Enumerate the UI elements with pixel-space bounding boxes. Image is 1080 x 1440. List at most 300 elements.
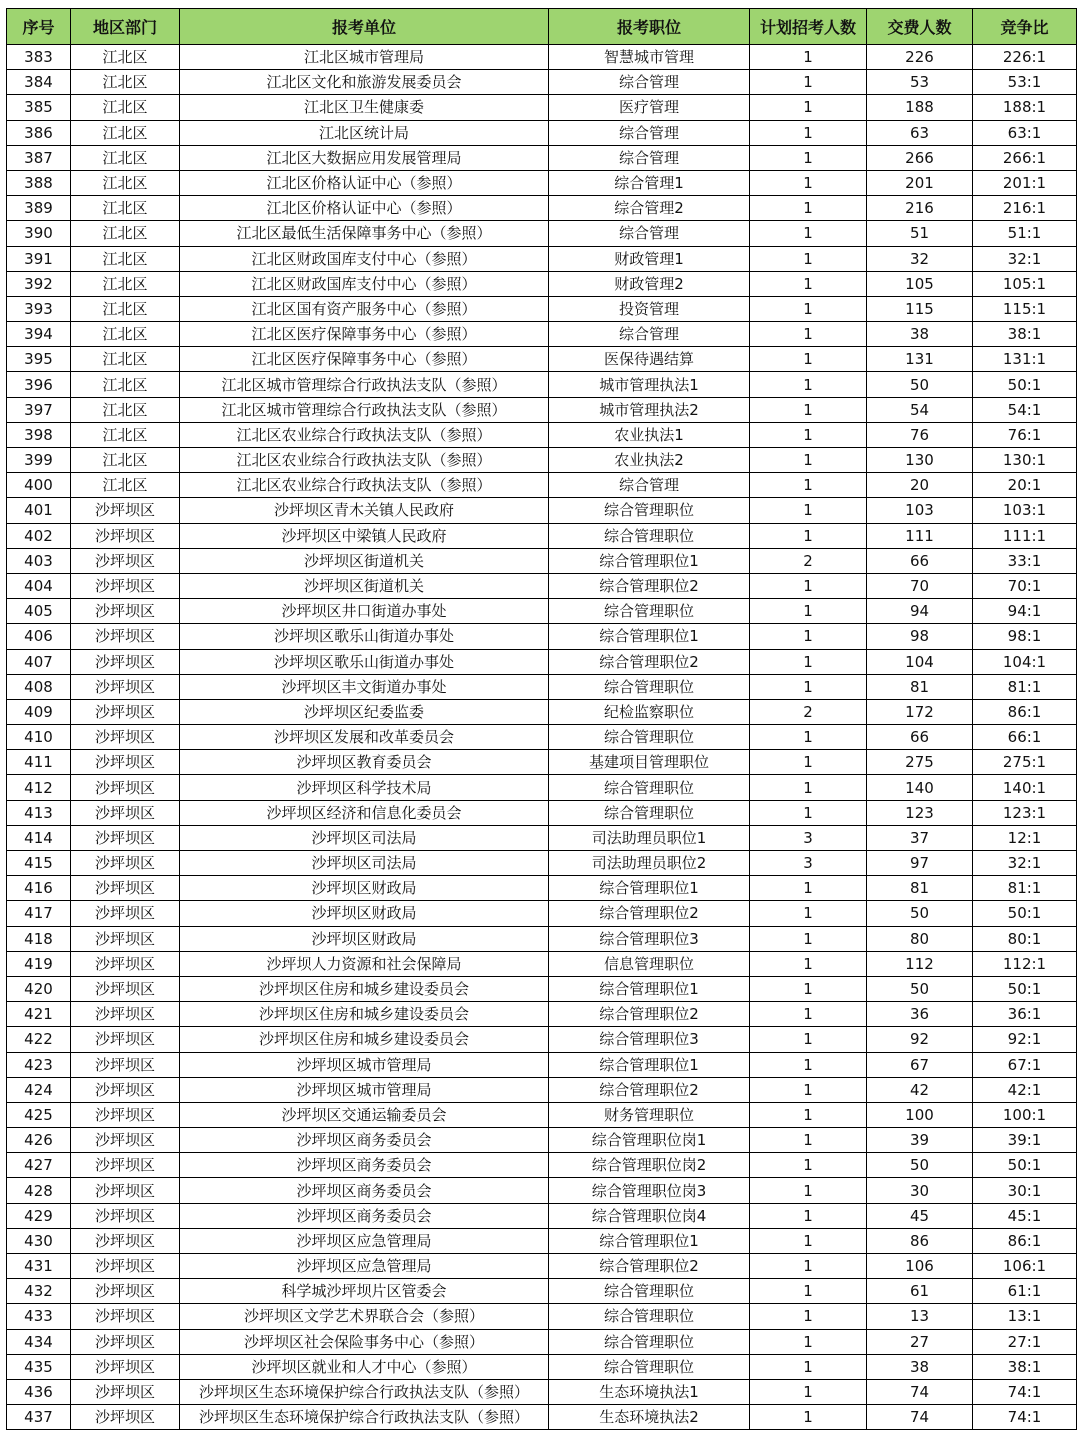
cell-ratio: 70:1: [973, 573, 1077, 598]
cell-unit: 沙坪坝区经济和信息化委员会: [180, 800, 549, 825]
table-row: [7, 170, 1077, 195]
cell-unit: 沙坪坝区就业和人才中心（参照）: [180, 1354, 549, 1379]
cell-planned-count: 1: [750, 246, 867, 271]
cell-region: 沙坪坝区: [71, 548, 180, 573]
cell-region: 沙坪坝区: [71, 876, 180, 901]
cell-planned-count: 1: [750, 1304, 867, 1329]
cell-paid-count: 42: [867, 1077, 973, 1102]
cell-index: 404: [7, 573, 71, 598]
cell-region: 江北区: [71, 448, 180, 473]
cell-paid-count: 36: [867, 1002, 973, 1027]
cell-position: 投资管理: [549, 296, 750, 321]
cell-index: 403: [7, 548, 71, 573]
cell-index: 419: [7, 951, 71, 976]
cell-unit: 沙坪坝区司法局: [180, 851, 549, 876]
cell-planned-count: 1: [750, 1379, 867, 1404]
cell-unit: 沙坪坝区纪委监委: [180, 699, 549, 724]
cell-index: 395: [7, 347, 71, 372]
cell-ratio: 13:1: [973, 1304, 1077, 1329]
cell-paid-count: 123: [867, 800, 973, 825]
table-row: [7, 1329, 1077, 1354]
cell-position: 综合管理职位岗2: [549, 1153, 750, 1178]
cell-paid-count: 98: [867, 624, 973, 649]
cell-index: 427: [7, 1153, 71, 1178]
cell-index: 426: [7, 1128, 71, 1153]
cell-paid-count: 38: [867, 322, 973, 347]
cell-ratio: 100:1: [973, 1102, 1077, 1127]
cell-index: 405: [7, 599, 71, 624]
cell-position: 综合管理: [549, 473, 750, 498]
cell-index: 434: [7, 1329, 71, 1354]
cell-region: 沙坪坝区: [71, 573, 180, 598]
table-row: [7, 448, 1077, 473]
cell-planned-count: 1: [750, 498, 867, 523]
cell-planned-count: 1: [750, 901, 867, 926]
cell-region: 江北区: [71, 70, 180, 95]
cell-index: 408: [7, 674, 71, 699]
cell-ratio: 12:1: [973, 825, 1077, 850]
cell-index: 437: [7, 1405, 71, 1430]
cell-region: 沙坪坝区: [71, 901, 180, 926]
cell-region: 沙坪坝区: [71, 1329, 180, 1354]
cell-planned-count: 1: [750, 1002, 867, 1027]
cell-ratio: 39:1: [973, 1128, 1077, 1153]
cell-position: 医疗管理: [549, 95, 750, 120]
cell-ratio: 30:1: [973, 1178, 1077, 1203]
cell-position: 财政管理1: [549, 246, 750, 271]
table-row: [7, 1027, 1077, 1052]
cell-unit: 沙坪坝区财政局: [180, 876, 549, 901]
cell-planned-count: 1: [750, 573, 867, 598]
cell-planned-count: 1: [750, 372, 867, 397]
cell-index: 417: [7, 901, 71, 926]
cell-index: 392: [7, 271, 71, 296]
cell-paid-count: 140: [867, 775, 973, 800]
cell-ratio: 54:1: [973, 397, 1077, 422]
header-region: 地区部门: [71, 9, 180, 45]
cell-index: 398: [7, 422, 71, 447]
cell-position: 综合管理1: [549, 170, 750, 195]
cell-position: 农业执法2: [549, 448, 750, 473]
cell-position: 综合管理: [549, 120, 750, 145]
cell-index: 396: [7, 372, 71, 397]
cell-unit: 沙坪坝区财政局: [180, 926, 549, 951]
cell-region: 沙坪坝区: [71, 1002, 180, 1027]
cell-planned-count: 1: [750, 1329, 867, 1354]
cell-planned-count: 1: [750, 473, 867, 498]
cell-unit: 沙坪坝区生态环境保护综合行政执法支队（参照）: [180, 1405, 549, 1430]
cell-ratio: 226:1: [973, 45, 1077, 70]
cell-paid-count: 38: [867, 1354, 973, 1379]
cell-region: 沙坪坝区: [71, 523, 180, 548]
cell-ratio: 131:1: [973, 347, 1077, 372]
cell-unit: 江北区医疗保障事务中心（参照）: [180, 322, 549, 347]
cell-planned-count: 1: [750, 120, 867, 145]
cell-ratio: 67:1: [973, 1052, 1077, 1077]
cell-planned-count: 1: [750, 296, 867, 321]
cell-ratio: 61:1: [973, 1279, 1077, 1304]
cell-region: 沙坪坝区: [71, 1027, 180, 1052]
cell-ratio: 80:1: [973, 926, 1077, 951]
cell-unit: 沙坪坝区歌乐山街道办事处: [180, 649, 549, 674]
cell-unit: 沙坪坝区街道机关: [180, 548, 549, 573]
cell-paid-count: 13: [867, 1304, 973, 1329]
cell-ratio: 53:1: [973, 70, 1077, 95]
table-row: [7, 296, 1077, 321]
cell-planned-count: 2: [750, 548, 867, 573]
table-header-row: [7, 9, 1077, 45]
cell-position: 综合管理: [549, 322, 750, 347]
table-row: [7, 725, 1077, 750]
cell-position: 综合管理职位: [549, 725, 750, 750]
recruitment-table: [6, 8, 1077, 1430]
cell-region: 沙坪坝区: [71, 800, 180, 825]
cell-planned-count: 3: [750, 851, 867, 876]
cell-unit: 江北区财政国库支付中心（参照）: [180, 271, 549, 296]
cell-ratio: 50:1: [973, 372, 1077, 397]
table-row: [7, 800, 1077, 825]
cell-paid-count: 111: [867, 523, 973, 548]
cell-paid-count: 80: [867, 926, 973, 951]
cell-planned-count: 1: [750, 1354, 867, 1379]
cell-ratio: 76:1: [973, 422, 1077, 447]
cell-ratio: 111:1: [973, 523, 1077, 548]
cell-planned-count: 1: [750, 1027, 867, 1052]
cell-region: 江北区: [71, 196, 180, 221]
cell-paid-count: 66: [867, 725, 973, 750]
table-row: [7, 599, 1077, 624]
cell-planned-count: 1: [750, 448, 867, 473]
cell-planned-count: 1: [750, 1279, 867, 1304]
cell-paid-count: 92: [867, 1027, 973, 1052]
cell-unit: 沙坪坝区街道机关: [180, 573, 549, 598]
cell-unit: 江北区价格认证中心（参照）: [180, 170, 549, 195]
table-row: [7, 1052, 1077, 1077]
cell-planned-count: 1: [750, 1203, 867, 1228]
cell-ratio: 81:1: [973, 674, 1077, 699]
cell-unit: 江北区国有资产服务中心（参照）: [180, 296, 549, 321]
cell-ratio: 98:1: [973, 624, 1077, 649]
cell-position: 信息管理职位: [549, 951, 750, 976]
table-row: [7, 120, 1077, 145]
cell-unit: 沙坪坝区应急管理局: [180, 1228, 549, 1253]
cell-paid-count: 115: [867, 296, 973, 321]
cell-paid-count: 103: [867, 498, 973, 523]
cell-paid-count: 130: [867, 448, 973, 473]
cell-position: 综合管理职位2: [549, 1254, 750, 1279]
table-row: [7, 1304, 1077, 1329]
table-row: [7, 699, 1077, 724]
cell-paid-count: 67: [867, 1052, 973, 1077]
cell-paid-count: 32: [867, 246, 973, 271]
cell-position: 综合管理职位2: [549, 1002, 750, 1027]
cell-planned-count: 1: [750, 1153, 867, 1178]
cell-region: 沙坪坝区: [71, 1052, 180, 1077]
cell-unit: 沙坪坝区应急管理局: [180, 1254, 549, 1279]
cell-region: 沙坪坝区: [71, 624, 180, 649]
cell-region: 江北区: [71, 271, 180, 296]
cell-planned-count: 1: [750, 145, 867, 170]
cell-index: 391: [7, 246, 71, 271]
table-row: [7, 775, 1077, 800]
cell-planned-count: 1: [750, 1254, 867, 1279]
header-position: 报考职位: [549, 9, 750, 45]
cell-position: 综合管理职位1: [549, 1228, 750, 1253]
header-ratio: 竞争比: [973, 9, 1077, 45]
cell-position: 综合管理: [549, 221, 750, 246]
cell-position: 综合管理职位2: [549, 1077, 750, 1102]
cell-ratio: 63:1: [973, 120, 1077, 145]
cell-region: 沙坪坝区: [71, 1153, 180, 1178]
cell-paid-count: 45: [867, 1203, 973, 1228]
cell-planned-count: 1: [750, 196, 867, 221]
table-row: [7, 145, 1077, 170]
header-planned-count: 计划招考人数: [750, 9, 867, 45]
cell-planned-count: 1: [750, 1102, 867, 1127]
cell-planned-count: 1: [750, 926, 867, 951]
cell-paid-count: 106: [867, 1254, 973, 1279]
cell-unit: 沙坪坝区中梁镇人民政府: [180, 523, 549, 548]
cell-position: 智慧城市管理: [549, 45, 750, 70]
cell-region: 江北区: [71, 95, 180, 120]
cell-index: 401: [7, 498, 71, 523]
cell-index: 390: [7, 221, 71, 246]
cell-position: 综合管理职位: [549, 1279, 750, 1304]
cell-paid-count: 30: [867, 1178, 973, 1203]
cell-planned-count: 1: [750, 221, 867, 246]
cell-region: 沙坪坝区: [71, 976, 180, 1001]
table-row: [7, 1077, 1077, 1102]
cell-position: 综合管理职位1: [549, 876, 750, 901]
cell-ratio: 33:1: [973, 548, 1077, 573]
cell-ratio: 50:1: [973, 976, 1077, 1001]
cell-position: 综合管理职位3: [549, 1027, 750, 1052]
cell-index: 418: [7, 926, 71, 951]
cell-index: 386: [7, 120, 71, 145]
table-row: [7, 271, 1077, 296]
cell-ratio: 20:1: [973, 473, 1077, 498]
cell-region: 沙坪坝区: [71, 1128, 180, 1153]
cell-index: 384: [7, 70, 71, 95]
cell-unit: 沙坪坝区交通运输委员会: [180, 1102, 549, 1127]
cell-ratio: 36:1: [973, 1002, 1077, 1027]
cell-region: 沙坪坝区: [71, 1379, 180, 1404]
cell-paid-count: 201: [867, 170, 973, 195]
cell-paid-count: 37: [867, 825, 973, 850]
cell-region: 沙坪坝区: [71, 599, 180, 624]
cell-ratio: 130:1: [973, 448, 1077, 473]
cell-paid-count: 172: [867, 699, 973, 724]
cell-planned-count: 3: [750, 825, 867, 850]
cell-planned-count: 1: [750, 800, 867, 825]
cell-paid-count: 188: [867, 95, 973, 120]
cell-index: 397: [7, 397, 71, 422]
cell-planned-count: 1: [750, 523, 867, 548]
cell-index: 406: [7, 624, 71, 649]
table-row: [7, 876, 1077, 901]
cell-index: 383: [7, 45, 71, 70]
cell-planned-count: 1: [750, 95, 867, 120]
cell-position: 综合管理职位: [549, 775, 750, 800]
cell-ratio: 50:1: [973, 901, 1077, 926]
cell-region: 沙坪坝区: [71, 851, 180, 876]
table-row: [7, 573, 1077, 598]
cell-index: 415: [7, 851, 71, 876]
cell-index: 387: [7, 145, 71, 170]
cell-unit: 沙坪坝区城市管理局: [180, 1077, 549, 1102]
cell-unit: 江北区财政国库支付中心（参照）: [180, 246, 549, 271]
cell-ratio: 42:1: [973, 1077, 1077, 1102]
cell-index: 413: [7, 800, 71, 825]
cell-unit: 沙坪坝区商务委员会: [180, 1128, 549, 1153]
cell-region: 沙坪坝区: [71, 498, 180, 523]
cell-unit: 科学城沙坪坝片区管委会: [180, 1279, 549, 1304]
cell-unit: 沙坪坝区社会保险事务中心（参照）: [180, 1329, 549, 1354]
cell-unit: 江北区城市管理综合行政执法支队（参照）: [180, 397, 549, 422]
table-row: [7, 347, 1077, 372]
cell-ratio: 201:1: [973, 170, 1077, 195]
cell-position: 城市管理执法2: [549, 397, 750, 422]
cell-position: 综合管理职位1: [549, 976, 750, 1001]
cell-region: 沙坪坝区: [71, 750, 180, 775]
header-unit: 报考单位: [180, 9, 549, 45]
cell-index: 399: [7, 448, 71, 473]
cell-unit: 沙坪坝区丰文街道办事处: [180, 674, 549, 699]
table-row: [7, 498, 1077, 523]
cell-planned-count: 1: [750, 45, 867, 70]
cell-paid-count: 97: [867, 851, 973, 876]
cell-region: 沙坪坝区: [71, 926, 180, 951]
cell-position: 生态环境执法2: [549, 1405, 750, 1430]
cell-paid-count: 74: [867, 1405, 973, 1430]
table-row: [7, 1405, 1077, 1430]
cell-paid-count: 100: [867, 1102, 973, 1127]
cell-unit: 沙坪坝区商务委员会: [180, 1178, 549, 1203]
cell-planned-count: 1: [750, 624, 867, 649]
table-row: [7, 45, 1077, 70]
cell-region: 江北区: [71, 170, 180, 195]
cell-unit: 沙坪坝区司法局: [180, 825, 549, 850]
cell-planned-count: 1: [750, 1052, 867, 1077]
table-row: [7, 1002, 1077, 1027]
cell-region: 沙坪坝区: [71, 699, 180, 724]
cell-paid-count: 226: [867, 45, 973, 70]
cell-planned-count: 1: [750, 599, 867, 624]
cell-position: 综合管理职位2: [549, 649, 750, 674]
cell-region: 沙坪坝区: [71, 1304, 180, 1329]
cell-index: 416: [7, 876, 71, 901]
cell-planned-count: 1: [750, 322, 867, 347]
table-row: [7, 1128, 1077, 1153]
table-row: [7, 422, 1077, 447]
table-row: [7, 1228, 1077, 1253]
cell-ratio: 66:1: [973, 725, 1077, 750]
cell-region: 江北区: [71, 322, 180, 347]
table-row: [7, 649, 1077, 674]
table-body: [7, 45, 1077, 1430]
table-row: [7, 95, 1077, 120]
cell-index: 388: [7, 170, 71, 195]
cell-index: 432: [7, 1279, 71, 1304]
cell-planned-count: 1: [750, 976, 867, 1001]
cell-paid-count: 51: [867, 221, 973, 246]
cell-paid-count: 50: [867, 1153, 973, 1178]
cell-planned-count: 1: [750, 750, 867, 775]
cell-ratio: 51:1: [973, 221, 1077, 246]
cell-index: 402: [7, 523, 71, 548]
cell-planned-count: 1: [750, 1128, 867, 1153]
cell-ratio: 266:1: [973, 145, 1077, 170]
cell-paid-count: 27: [867, 1329, 973, 1354]
cell-ratio: 188:1: [973, 95, 1077, 120]
cell-region: 江北区: [71, 347, 180, 372]
table-row: [7, 951, 1077, 976]
cell-ratio: 45:1: [973, 1203, 1077, 1228]
cell-region: 沙坪坝区: [71, 1405, 180, 1430]
cell-position: 财政管理2: [549, 271, 750, 296]
cell-index: 394: [7, 322, 71, 347]
cell-region: 沙坪坝区: [71, 725, 180, 750]
cell-paid-count: 50: [867, 372, 973, 397]
header-index: 序号: [7, 9, 71, 45]
cell-planned-count: 1: [750, 347, 867, 372]
cell-ratio: 32:1: [973, 246, 1077, 271]
cell-paid-count: 66: [867, 548, 973, 573]
cell-unit: 沙坪坝区住房和城乡建设委员会: [180, 976, 549, 1001]
cell-unit: 沙坪坝区住房和城乡建设委员会: [180, 1027, 549, 1052]
cell-region: 沙坪坝区: [71, 1077, 180, 1102]
cell-unit: 江北区农业综合行政执法支队（参照）: [180, 473, 549, 498]
table-row: [7, 674, 1077, 699]
cell-unit: 江北区价格认证中心（参照）: [180, 196, 549, 221]
table-row: [7, 750, 1077, 775]
table-row: [7, 473, 1077, 498]
table-row: [7, 246, 1077, 271]
cell-paid-count: 50: [867, 901, 973, 926]
table-row: [7, 926, 1077, 951]
cell-ratio: 38:1: [973, 322, 1077, 347]
cell-region: 沙坪坝区: [71, 674, 180, 699]
cell-paid-count: 53: [867, 70, 973, 95]
cell-index: 436: [7, 1379, 71, 1404]
cell-index: 389: [7, 196, 71, 221]
table-row: [7, 976, 1077, 1001]
cell-region: 江北区: [71, 473, 180, 498]
cell-index: 433: [7, 1304, 71, 1329]
cell-position: 综合管理职位: [549, 498, 750, 523]
cell-position: 医保待遇结算: [549, 347, 750, 372]
cell-ratio: 92:1: [973, 1027, 1077, 1052]
cell-paid-count: 50: [867, 976, 973, 1001]
cell-index: 428: [7, 1178, 71, 1203]
cell-index: 420: [7, 976, 71, 1001]
cell-position: 综合管理职位: [549, 674, 750, 699]
cell-index: 435: [7, 1354, 71, 1379]
cell-unit: 沙坪坝区科学技术局: [180, 775, 549, 800]
table-row: [7, 825, 1077, 850]
cell-index: 411: [7, 750, 71, 775]
cell-planned-count: 1: [750, 649, 867, 674]
cell-paid-count: 81: [867, 674, 973, 699]
cell-unit: 沙坪坝区教育委员会: [180, 750, 549, 775]
cell-unit: 沙坪坝区住房和城乡建设委员会: [180, 1002, 549, 1027]
table-row: [7, 70, 1077, 95]
cell-ratio: 74:1: [973, 1379, 1077, 1404]
cell-planned-count: 1: [750, 271, 867, 296]
cell-paid-count: 104: [867, 649, 973, 674]
cell-ratio: 32:1: [973, 851, 1077, 876]
table-row: [7, 901, 1077, 926]
